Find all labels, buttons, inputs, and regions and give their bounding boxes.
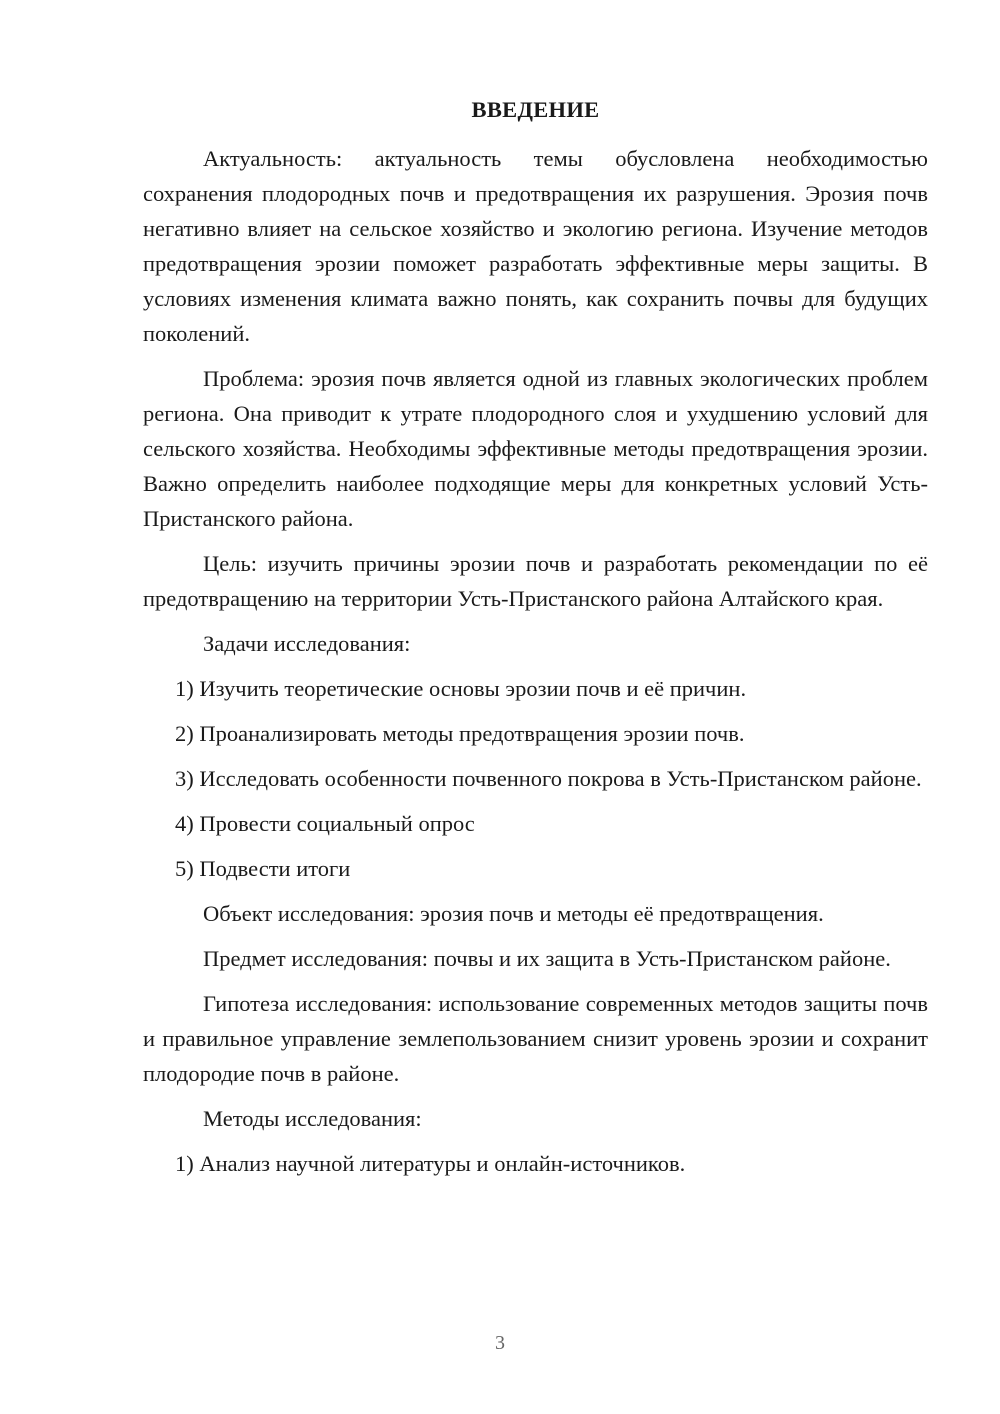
object-paragraph: Объект исследования: эрозия почв и методы её предотвращения. xyxy=(203,901,824,926)
hypothesis-paragraph: Гипотеза исследования: использование современных методов защиты почв и правильное управление землепользованием снизит уровень эрозии и сохранит плодородие почв в районе. xyxy=(143,991,928,1086)
document-title: ВВЕДЕНИЕ xyxy=(471,97,600,122)
page-number: 3 xyxy=(495,1332,505,1354)
task-item-1: 1) Изучить теоретические основы эрозии почв и её причин. xyxy=(175,676,747,701)
subject-paragraph: Предмет исследования: почвы и их защита в Усть-Пристанском районе. xyxy=(203,946,891,971)
method-item-1: 1) Анализ научной литературы и онлайн-источников. xyxy=(175,1151,686,1176)
methods-heading: Методы исследования: xyxy=(203,1106,422,1131)
task-item-3: 3) Исследовать особенности почвенного покрова в Усть-Пристанском районе. xyxy=(175,766,922,791)
document-page xyxy=(143,92,928,1191)
task-item-2: 2) Проанализировать методы предотвращения эрозии почв. xyxy=(175,721,745,746)
relevance-paragraph: Актуальность: актуальность темы обусловлена необходимостью сохранения плодородных почв и предотвращения их разрушения. Эрозия почв негативно влияет на сельское хозяйство и экологию региона. Изучение методов предотвращения эрозии поможет разработать эффективные меры защиты. В условиях изменения климата важно понять, как сохранить почвы для будущих поколений. xyxy=(143,146,928,346)
task-item-5: 5) Подвести итоги xyxy=(175,856,351,881)
goal-paragraph: Цель: изучить причины эрозии почв и разработать рекомендации по её предотвращению на территории Усть-Пристанского района Алтайского края. xyxy=(143,551,928,611)
task-item-4: 4) Провести социальный опрос xyxy=(175,811,475,836)
problem-paragraph: Проблема: эрозия почв является одной из главных экологических проблем региона. Она приводит к утрате плодородного слоя и ухудшению условий для сельского хозяйства. Необходимы эффективные методы предотвращения эрозии. Важно определить наиболее подходящие меры для конкретных условий Усть-Пристанского района. xyxy=(143,366,928,531)
tasks-heading: Задачи исследования: xyxy=(203,631,411,656)
